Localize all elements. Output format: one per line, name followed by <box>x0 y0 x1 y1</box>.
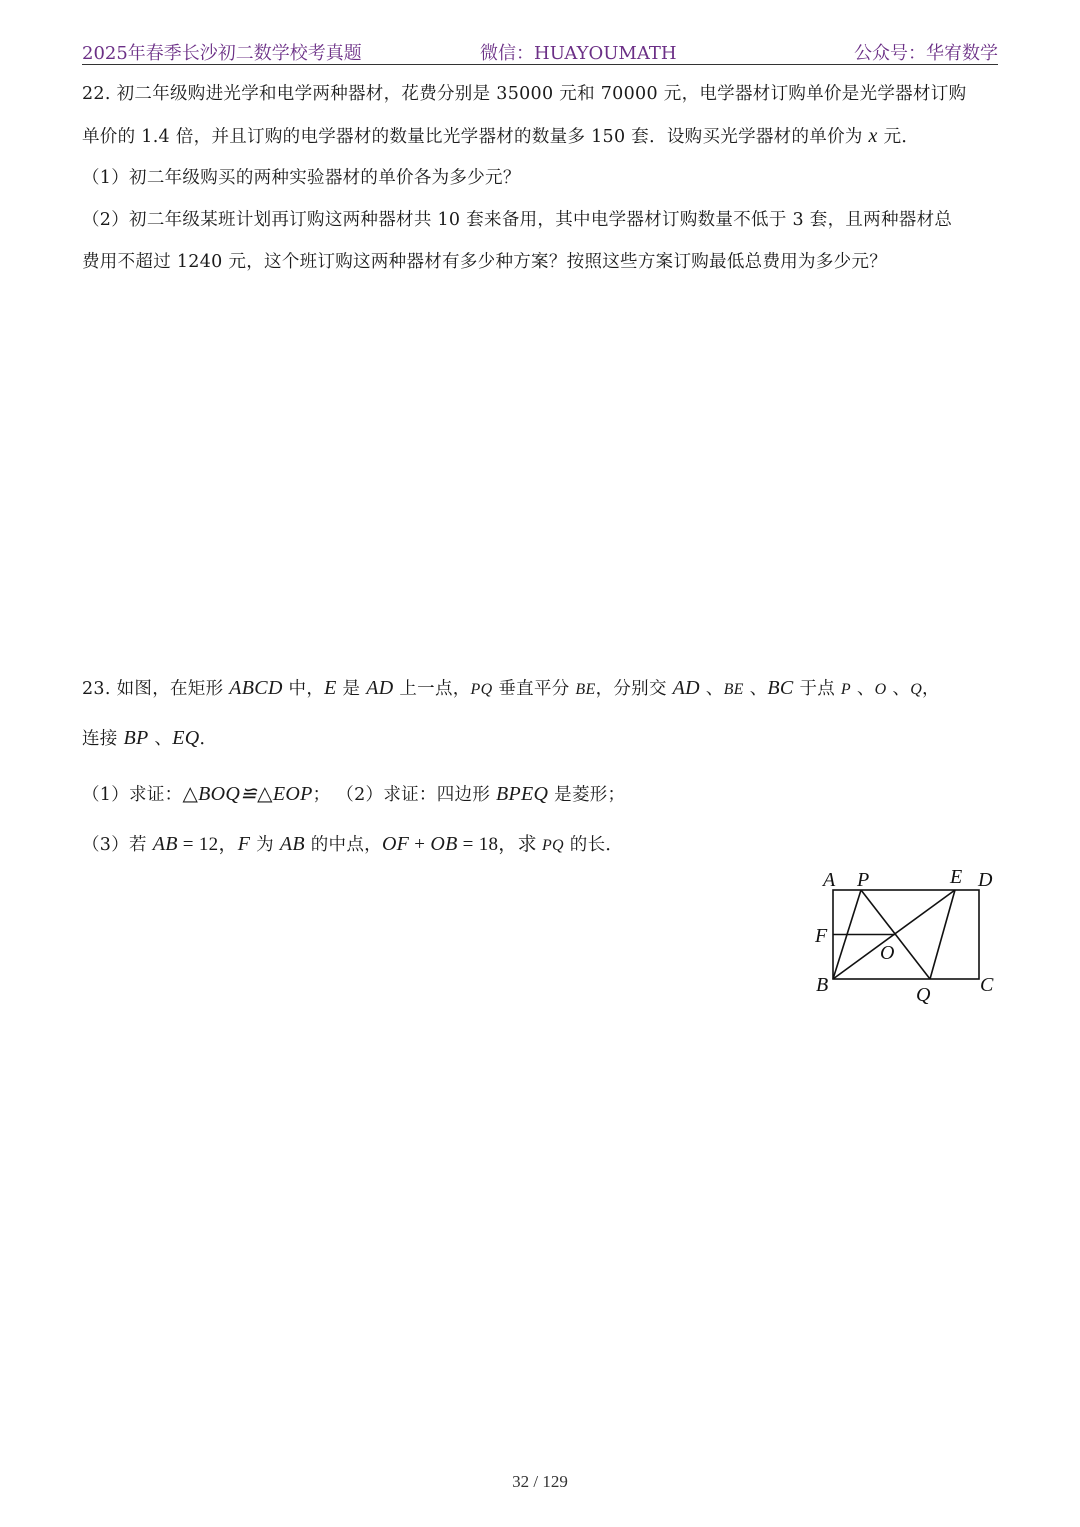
q23-math: O <box>874 681 887 698</box>
page-header <box>82 36 998 65</box>
q23-text: 于点 <box>793 679 841 699</box>
q23-math: Q <box>910 681 923 698</box>
q22-part-2-line-2: 费用不超过 1240 元，这个班订购这两种器材有多少种方案？按照这些方案订购最低总费用为多少元？ <box>82 252 888 272</box>
q23-math: AB <box>152 833 178 855</box>
q23-text: 上一点， <box>393 679 471 699</box>
q23-line-2 <box>82 726 1002 751</box>
q23-text: + <box>409 834 431 855</box>
q22-line-1: 22. 初二年级购进光学和电学两种器材，花费分别是 35000 元和 70000 元，电学器材订购单价是光学器材订购 <box>82 84 967 104</box>
q23-text: ， <box>922 679 940 699</box>
label-q: Q <box>916 984 931 1006</box>
q23-math: BE <box>575 681 596 698</box>
q22-part-1: （1）初二年级购买的两种实验器材的单价各为多少元？ <box>82 168 521 188</box>
q22-line-2 <box>82 124 1002 149</box>
label-c: C <box>980 974 994 996</box>
q23-math: F <box>237 833 251 855</box>
q23-text: 、 <box>699 679 724 699</box>
header-wechat: 微信：HUAYOUMATH <box>480 43 677 64</box>
q23-text: = 12， <box>177 834 238 855</box>
q23-text: 的中点， <box>304 835 382 855</box>
label-o: O <box>880 942 895 964</box>
q23-math: E <box>324 677 337 699</box>
q23-part-3 <box>82 832 1002 858</box>
q23-math: OF <box>381 833 410 855</box>
segment-eq <box>930 890 955 979</box>
label-a: A <box>823 869 836 891</box>
q23-text: ，分别交 <box>595 679 673 699</box>
q23-parts-1-2 <box>82 782 1002 807</box>
q23-math: OB <box>430 833 458 855</box>
q23-text: 中， <box>282 679 325 699</box>
label-f: F <box>815 925 828 947</box>
q23-math: EQ <box>172 727 200 749</box>
q23-math: AB <box>279 833 305 855</box>
q23-math: BE <box>723 681 744 698</box>
q23-math: P <box>840 681 851 698</box>
q23-math: PQ <box>541 837 564 854</box>
header-title: 2025年春季长沙初二数学校考真题 <box>82 43 362 64</box>
header-official-account: 公众号：华宥数学 <box>854 43 998 64</box>
q23-text: 为 <box>250 835 280 855</box>
label-b: B <box>816 974 829 996</box>
q23-text: 、 <box>850 679 875 699</box>
q23-text: = 18，求 <box>457 834 542 855</box>
q23-text: 是 <box>336 679 367 699</box>
q23-text: ； （2）求证：四边形 <box>312 785 496 805</box>
q23-text: 23. 如图，在矩形 <box>82 679 230 699</box>
q23-text: 是菱形； <box>548 785 626 805</box>
q23-math: AD <box>672 677 700 699</box>
label-p: P <box>857 869 870 891</box>
q23-text: 的长． <box>563 835 624 855</box>
q22-line-2-text: 单价的 1.4 倍，并且订购的电学器材的数量比光学器材的数量多 150 套．设购买光学器材的单价为 <box>82 127 869 147</box>
q22-variable-x: x <box>868 125 878 147</box>
q23-line-1 <box>82 676 1002 702</box>
q23-math: AD <box>366 677 394 699</box>
q23-math: BPEQ <box>496 783 549 805</box>
q23-text: ． <box>199 729 218 749</box>
q22-part-2-line-1: （2）初二年级某班计划再订购这两种器材共 10 套来备用，其中电学器材订购数量不低于 3 套，且两种器材总 <box>82 210 953 230</box>
page-number: 32 / 129 <box>512 1472 568 1491</box>
q23-math: BC <box>767 677 794 699</box>
q23-text: （1）求证： <box>82 785 183 805</box>
q23-text: （3）若 <box>82 835 153 855</box>
q23-text: 连接 <box>82 729 124 749</box>
q23-text: 、 <box>743 679 768 699</box>
label-d: D <box>978 869 993 891</box>
q23-math: BP <box>123 727 149 749</box>
q23-text: 、 <box>886 679 911 699</box>
q23-math: PQ <box>470 681 493 698</box>
rectangle-figure <box>808 860 1008 1010</box>
q23-text: 垂直平分 <box>492 679 576 699</box>
label-e: E <box>950 866 963 888</box>
q23-math: △BOQ≌△EOP <box>182 783 313 805</box>
q23-math: ABCD <box>229 677 283 699</box>
q23-text: 、 <box>148 729 173 749</box>
q22-line-2-end: 元． <box>877 127 920 147</box>
